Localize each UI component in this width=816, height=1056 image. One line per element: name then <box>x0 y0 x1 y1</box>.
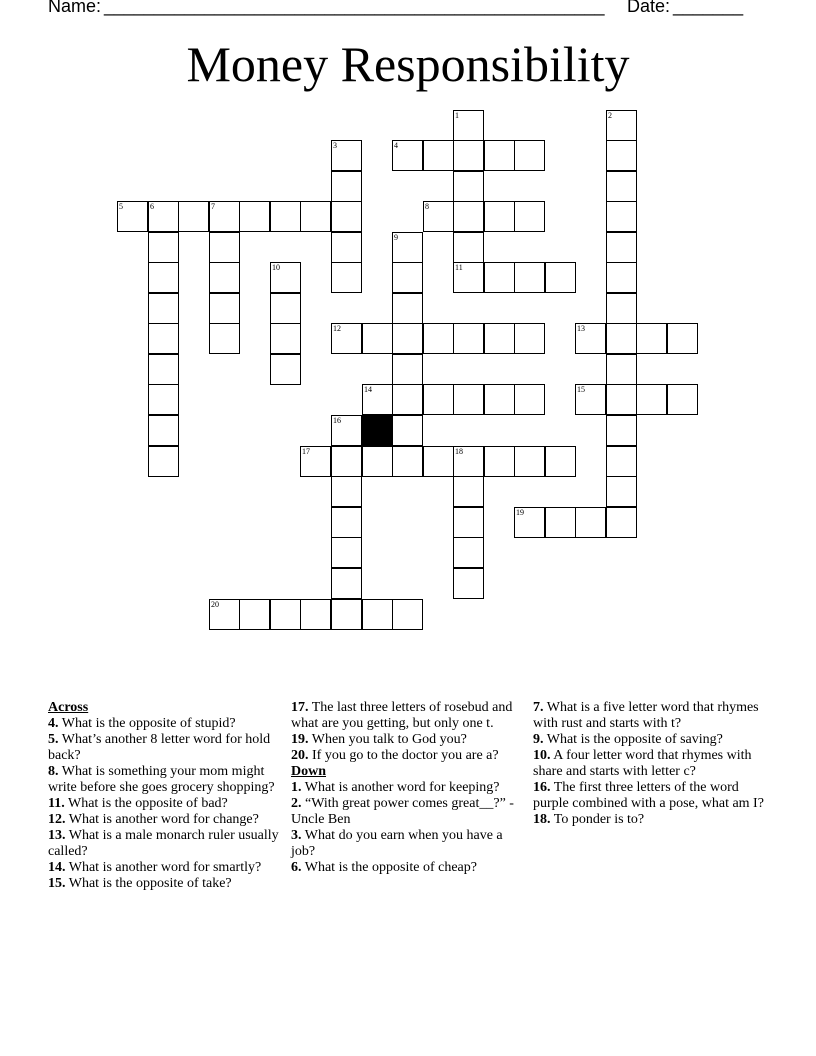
crossword-cell[interactable] <box>392 323 423 354</box>
crossword-cell[interactable] <box>392 415 423 446</box>
across-clue <box>48 860 280 876</box>
crossword-cell[interactable] <box>331 476 362 507</box>
crossword-cell[interactable] <box>331 446 362 477</box>
clue-text: What is a male monarch ruler usually called? <box>48 828 279 859</box>
name-field-line[interactable]: __________________________________________________ <box>104 0 605 16</box>
crossword-cell[interactable] <box>545 262 576 293</box>
clue-number: 5. <box>48 732 59 747</box>
crossword-cell[interactable] <box>453 323 484 354</box>
crossword-cell[interactable] <box>606 446 637 477</box>
crossword-cell[interactable] <box>148 323 179 354</box>
crossword-cell[interactable] <box>148 384 179 415</box>
clue-text: If you go to the doctor you are a? <box>308 748 499 763</box>
crossword-cell[interactable] <box>209 262 240 293</box>
clue-number: 2. <box>291 796 302 811</box>
crossword-cell[interactable] <box>484 446 515 477</box>
crossword-cell[interactable] <box>300 201 331 232</box>
crossword-cell[interactable] <box>270 201 301 232</box>
crossword-cell[interactable] <box>606 262 637 293</box>
crossword-cell[interactable] <box>423 140 454 171</box>
crossword-cell[interactable] <box>331 201 362 232</box>
crossword-cell[interactable] <box>209 323 240 354</box>
crossword-cell[interactable] <box>270 293 301 324</box>
crossword-cell[interactable] <box>606 323 637 354</box>
clue-text: What do you earn when you have a job? <box>291 828 503 859</box>
clue-text: What is another word for keeping? <box>301 780 500 795</box>
clue-number-label: 17 <box>302 447 310 456</box>
clue-number: 12. <box>48 812 66 827</box>
clue-column-2 <box>291 700 516 876</box>
crossword-cell[interactable] <box>178 201 209 232</box>
clue-text: When you talk to God you? <box>308 732 467 747</box>
clue-number: 7. <box>533 700 544 715</box>
crossword-cell[interactable] <box>606 293 637 324</box>
crossword-cell[interactable] <box>331 537 362 568</box>
crossword-cell[interactable] <box>636 323 667 354</box>
name-label: Name: <box>48 0 102 16</box>
clue-text: What is another word for smartly? <box>65 860 262 875</box>
clue-number-label: 5 <box>119 202 123 211</box>
crossword-cell[interactable] <box>331 232 362 263</box>
date-field-line[interactable]: _______ <box>673 0 744 16</box>
clue-text: What is the opposite of saving? <box>543 732 723 747</box>
clue-column-3 <box>533 700 765 828</box>
crossword-cell[interactable] <box>148 293 179 324</box>
clue-number: 6. <box>291 860 302 875</box>
crossword-cell[interactable] <box>514 140 545 171</box>
crossword-cell[interactable] <box>148 415 179 446</box>
crossword-cell[interactable] <box>270 354 301 385</box>
crossword-cell[interactable] <box>636 384 667 415</box>
crossword-cell[interactable] <box>606 415 637 446</box>
down-heading: Down <box>291 764 327 779</box>
clue-column-1 <box>48 700 280 892</box>
crossword-cell[interactable] <box>453 171 484 202</box>
clue-number: 13. <box>48 828 66 843</box>
crossword-cell[interactable] <box>331 599 362 630</box>
clue-number: 17. <box>291 700 309 715</box>
crossword-cell[interactable] <box>362 323 393 354</box>
crossword-cell[interactable] <box>331 171 362 202</box>
crossword-cell[interactable] <box>484 201 515 232</box>
crossword-cell[interactable] <box>270 599 301 630</box>
down-clue <box>533 700 765 732</box>
clue-number-label: 3 <box>333 141 337 150</box>
crossword-cell[interactable] <box>514 323 545 354</box>
across-clue <box>48 796 280 812</box>
clue-number: 9. <box>533 732 544 747</box>
clue-number: 10. <box>533 748 551 763</box>
crossword-cell[interactable] <box>239 599 270 630</box>
clue-number: 16. <box>533 780 551 795</box>
clue-number-label: 15 <box>577 385 585 394</box>
across-clue <box>48 876 280 892</box>
crossword-cell[interactable] <box>453 568 484 599</box>
clue-text: What is a five letter word that rhymes with rust and starts with t? <box>533 700 759 731</box>
crossword-cell[interactable] <box>606 201 637 232</box>
clue-number-label: 14 <box>364 385 372 394</box>
crossword-cell[interactable] <box>484 262 515 293</box>
crossword-cell[interactable] <box>392 354 423 385</box>
clue-number-label: 7 <box>211 202 215 211</box>
clue-text: “With great power comes great__?” - Uncle Ben <box>291 796 514 827</box>
clue-number-label: 1 <box>455 111 459 120</box>
clue-text: What is something your mom might write before she goes grocery shopping? <box>48 764 275 795</box>
clue-number-label: 16 <box>333 416 341 425</box>
clue-text: The first three letters of the word purple combined with a pose, what am I? <box>533 780 764 811</box>
crossword-cell[interactable] <box>453 507 484 538</box>
clue-number-label: 18 <box>455 447 463 456</box>
clue-text: A four letter word that rhymes with share and starts with letter c? <box>533 748 752 779</box>
down-clue <box>533 732 765 748</box>
clues-section <box>0 700 816 1000</box>
crossword-cell[interactable] <box>423 323 454 354</box>
crossword-cell[interactable] <box>514 262 545 293</box>
clue-number-label: 13 <box>577 324 585 333</box>
down-clue <box>291 796 516 828</box>
across-clue <box>48 764 280 796</box>
crossword-cell[interactable] <box>606 354 637 385</box>
clue-text: What is the opposite of cheap? <box>301 860 477 875</box>
across-clue <box>48 812 280 828</box>
crossword-cell[interactable] <box>606 384 637 415</box>
crossword-cell[interactable] <box>453 201 484 232</box>
across-clue <box>291 700 516 732</box>
across-clue <box>48 732 280 764</box>
crossword-black-cell <box>362 415 393 446</box>
clue-number-label: 10 <box>272 263 280 272</box>
clue-number: 1. <box>291 780 302 795</box>
crossword-cell[interactable] <box>148 262 179 293</box>
crossword-cell[interactable] <box>453 232 484 263</box>
crossword-cell[interactable] <box>484 323 515 354</box>
clue-number-label: 11 <box>455 263 463 272</box>
clue-number-label: 12 <box>333 324 341 333</box>
crossword-cell[interactable] <box>331 568 362 599</box>
crossword-cell[interactable] <box>514 201 545 232</box>
clue-number-label: 9 <box>394 233 398 242</box>
crossword-cell[interactable] <box>362 446 393 477</box>
crossword-cell[interactable] <box>453 384 484 415</box>
crossword-cell[interactable] <box>545 507 576 538</box>
crossword-cell[interactable] <box>667 384 698 415</box>
crossword-cell[interactable] <box>545 446 576 477</box>
crossword-cell[interactable] <box>606 507 637 538</box>
crossword-cell[interactable] <box>239 201 270 232</box>
clue-text: To ponder is to? <box>550 812 645 827</box>
clue-number: 4. <box>48 716 59 731</box>
crossword-cell[interactable] <box>148 232 179 263</box>
crossword-cell[interactable] <box>423 384 454 415</box>
clue-text: What is the opposite of take? <box>65 876 232 891</box>
crossword-cell[interactable] <box>453 140 484 171</box>
crossword-cell[interactable] <box>300 599 331 630</box>
clue-text: The last three letters of rosebud and what are you getting, but only one t. <box>291 700 513 731</box>
across-clue <box>291 732 516 748</box>
clue-text: What is the opposite of stupid? <box>58 716 236 731</box>
crossword-cell[interactable] <box>606 232 637 263</box>
crossword-cell[interactable] <box>331 507 362 538</box>
across-clue <box>48 716 280 732</box>
clue-number: 11. <box>48 796 65 811</box>
clue-number: 3. <box>291 828 302 843</box>
crossword-cell[interactable] <box>606 171 637 202</box>
crossword-cell[interactable] <box>514 446 545 477</box>
crossword-cell[interactable] <box>209 293 240 324</box>
crossword-cell[interactable] <box>667 323 698 354</box>
down-clue <box>533 812 765 828</box>
crossword-cell[interactable] <box>362 599 393 630</box>
crossword-cell[interactable] <box>148 354 179 385</box>
clue-number-label: 20 <box>211 600 219 609</box>
crossword-cell[interactable] <box>453 476 484 507</box>
crossword-cell[interactable] <box>392 293 423 324</box>
clue-number: 20. <box>291 748 309 763</box>
crossword-cell[interactable] <box>606 476 637 507</box>
down-clue <box>291 860 516 876</box>
crossword-cell[interactable] <box>575 507 606 538</box>
clue-number-label: 2 <box>608 111 612 120</box>
down-clue <box>291 828 516 860</box>
clue-number: 14. <box>48 860 66 875</box>
crossword-cell[interactable] <box>453 537 484 568</box>
clue-text: What’s another 8 letter word for hold back? <box>48 732 271 763</box>
date-label: Date: <box>627 0 671 16</box>
crossword-cell[interactable] <box>270 323 301 354</box>
crossword-cell[interactable] <box>148 446 179 477</box>
across-clue <box>291 748 516 764</box>
crossword-cell[interactable] <box>484 384 515 415</box>
crossword-cell[interactable] <box>392 384 423 415</box>
crossword-cell[interactable] <box>392 599 423 630</box>
clue-text: What is another word for change? <box>65 812 259 827</box>
crossword-cell[interactable] <box>209 232 240 263</box>
clue-number: 8. <box>48 764 59 779</box>
clue-number: 15. <box>48 876 66 891</box>
crossword-cell[interactable] <box>514 384 545 415</box>
crossword-cell[interactable] <box>392 446 423 477</box>
down-clue <box>533 748 765 780</box>
page-title: Money Responsibility <box>186 36 630 92</box>
clue-number: 18. <box>533 812 551 827</box>
clue-number-label: 4 <box>394 141 398 150</box>
clue-number: 19. <box>291 732 309 747</box>
across-clue <box>48 828 280 860</box>
crossword-cell[interactable] <box>392 262 423 293</box>
crossword-cell[interactable] <box>606 140 637 171</box>
clue-number-label: 8 <box>425 202 429 211</box>
clue-number-label: 19 <box>516 508 524 517</box>
crossword-cell[interactable] <box>423 446 454 477</box>
across-heading: Across <box>48 700 89 715</box>
clue-text: What is the opposite of bad? <box>64 796 228 811</box>
crossword-cell[interactable] <box>484 140 515 171</box>
crossword-cell[interactable] <box>331 262 362 293</box>
down-clue <box>533 780 765 812</box>
down-clue <box>291 780 516 796</box>
clue-number-label: 6 <box>150 202 154 211</box>
